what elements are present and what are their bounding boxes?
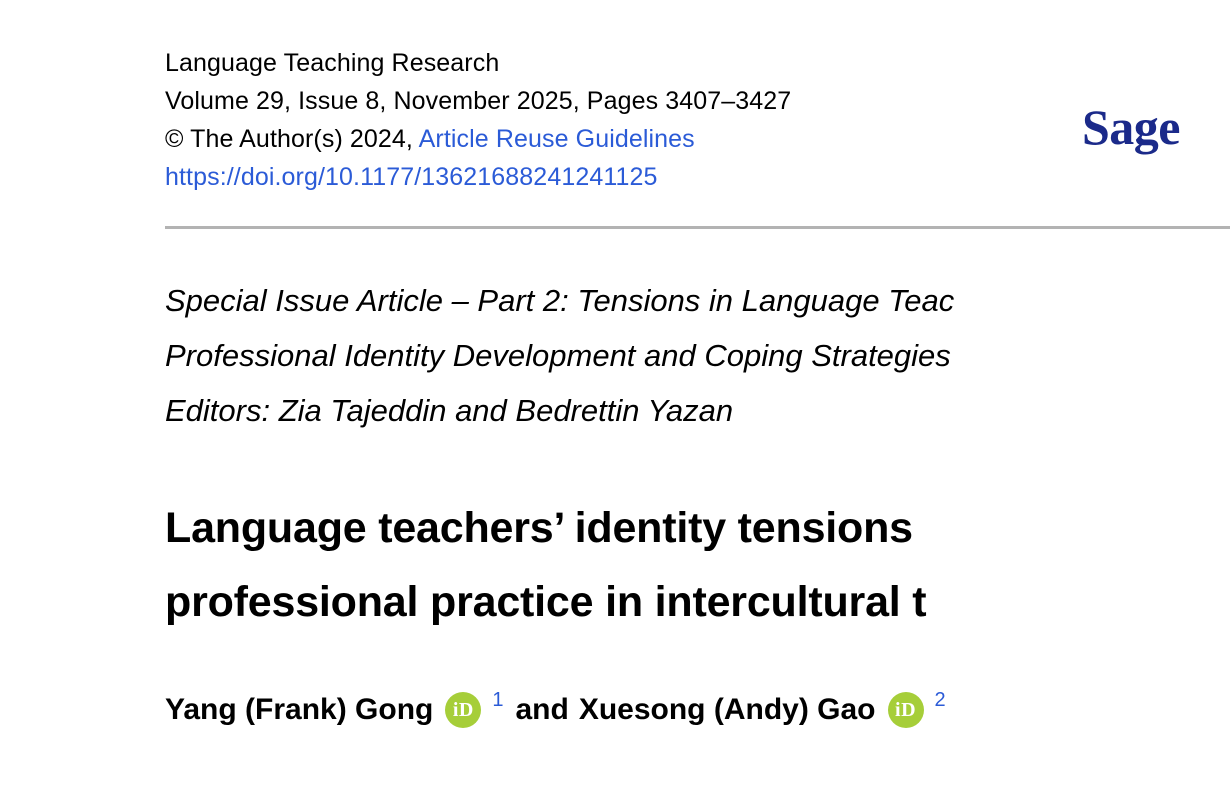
special-issue-editors: Editors: Zia Tajeddin and Bedrettin Yazan <box>165 393 734 428</box>
doi-link[interactable]: https://doi.org/10.1177/13621688241241125 <box>165 163 658 191</box>
special-issue-block <box>165 273 1230 438</box>
copyright-line <box>165 120 1230 158</box>
author-1-affiliation-marker[interactable]: 1 <box>492 689 504 711</box>
orcid-icon[interactable] <box>445 692 481 728</box>
author-2-affiliation-marker[interactable]: 2 <box>934 689 946 711</box>
orcid-icon[interactable] <box>888 692 924 728</box>
page-title <box>165 491 1230 639</box>
author-name-2[interactable]: Xuesong (Andy) Gao <box>578 693 876 726</box>
header-divider <box>165 226 1230 229</box>
special-issue-line-1: Special Issue Article – Part 2: Tensions in Language Teac <box>165 283 955 318</box>
author-conjunction: and <box>515 693 569 726</box>
journal-issue-line: Volume 29, Issue 8, November 2025, Pages 3407–3427 <box>165 87 792 115</box>
author-list <box>165 688 950 732</box>
author-name-1[interactable]: Yang (Frank) Gong <box>165 693 434 726</box>
sage-logo: Sage <box>1082 99 1180 155</box>
article-reuse-guidelines-link[interactable]: Article Reuse Guidelines <box>418 125 695 153</box>
journal-name: Language Teaching Research <box>165 49 500 77</box>
special-issue-line-2: Professional Identity Development and Coping Strategies <box>165 338 951 373</box>
doi-line <box>165 158 1230 196</box>
journal-metadata <box>165 44 1230 196</box>
article-title-line-2: professional practice in intercultural t <box>165 577 927 626</box>
orcid-icon-label: iD <box>452 699 474 721</box>
journal-metadata-lines <box>165 44 1230 196</box>
article-title-line-1: Language teachers’ identity tensions <box>165 503 913 552</box>
copyright-text: © The Author(s) 2024, <box>165 125 419 153</box>
orcid-icon-label: iD <box>895 699 917 721</box>
